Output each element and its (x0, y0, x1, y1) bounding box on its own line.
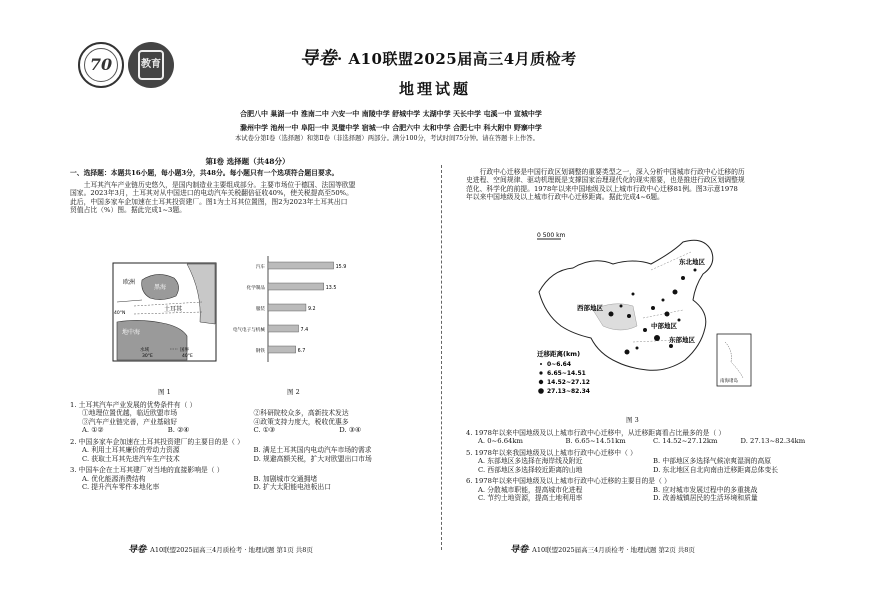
statement: ③汽车产业链完善，产业基础好 (82, 417, 178, 426)
category-label: 汽车 (255, 265, 265, 270)
bar (268, 325, 299, 332)
option-b[interactable]: B. 6.65~14.51km (565, 437, 626, 446)
label-turkey: 土耳其 (164, 306, 183, 313)
option-d[interactable]: D. 东北地区自北向南由迁移距离总体变长 (653, 465, 779, 474)
footer-text: · A10联盟2025届高三4月质检考 · 地理试题 第1页 共8页 (146, 546, 313, 554)
right-questions (466, 429, 828, 503)
option-a[interactable]: A. 东部地区多选择在海岸线及附近 (478, 457, 583, 466)
statement: ②科研院校众多，高新技术发达 (253, 409, 349, 418)
intro-line: 此后，中国多家车企加速在土耳其投资建厂。图1为土耳其位置图，图2为2023年土耳其出口 (70, 197, 348, 206)
option-c[interactable]: C. 节约土地资源，提高土地利用率 (478, 494, 583, 503)
intro-line: 国家。2023年3月，土耳其对从中国进口的电动汽车关税翻倍征收40%，使关税提高至50%。 (70, 189, 353, 198)
option-b[interactable]: B. ②④ (167, 426, 190, 435)
option-b[interactable]: B. 加剧城市交通拥堵 (253, 474, 318, 483)
right-column (466, 168, 821, 202)
question-6-options (466, 486, 828, 503)
option-a[interactable]: A. ①② (82, 426, 104, 435)
point (651, 306, 655, 310)
exam-title-text: · A10联盟2025届高三4月质检考 (337, 50, 577, 68)
footer-brand: 导卷 (128, 545, 147, 555)
question-3-options (70, 475, 425, 492)
label-east: 东部地区 (669, 336, 695, 344)
option-b[interactable]: B. 中部地区多选择气候凉爽湿润的高原 (653, 457, 772, 466)
point (636, 347, 639, 350)
section-instruction: 一、选择题：本题共16小题，每小题3分，共48分。每小题只有一个选项符合题目要求。 (70, 169, 339, 178)
point (632, 293, 635, 296)
option-c[interactable]: C. 14.52~27.12km (653, 437, 718, 446)
legend-symbol-3 (539, 380, 543, 384)
category-label: 电气电子与机械 (232, 328, 265, 333)
option-a[interactable]: A. 分散城市职能，提高城市化进程 (478, 485, 583, 494)
point (654, 335, 660, 341)
category-label: 钢铁 (255, 349, 265, 354)
option-d[interactable]: D. 规避高额关税，扩大对欧盟出口市场 (253, 454, 372, 463)
intro-line: 土耳其汽车产业链历史悠久，是国内制造业主要组成部分。主要市场位于德国、法国等欧盟 (83, 180, 356, 189)
legend-symbol-1 (540, 363, 542, 365)
point (620, 305, 623, 308)
question-2-options (70, 446, 425, 463)
legend-symbol-2 (539, 371, 542, 374)
value-label: 6.7 (297, 349, 306, 354)
option-c[interactable]: C. 西部地区多选择较近距离的山地 (478, 465, 583, 474)
intro-line: 范化、科学化的前提。1978年以来中国地级及以上城市行政中心迁移81例。图3示意1978 (466, 184, 738, 193)
point (669, 344, 673, 348)
point (673, 290, 678, 295)
exam-title (300, 48, 577, 71)
option-d[interactable]: D. 改善城镇居民的生活环境和质量 (653, 494, 758, 503)
option-a[interactable]: A. 优化能源消费结构 (82, 474, 146, 483)
point (665, 312, 670, 317)
label-mediterranean: 地中海 (122, 329, 141, 336)
label-black-sea: 黑海 (154, 284, 167, 291)
figure1-caption: 图 1 (158, 388, 171, 396)
question-6-stem: 6. 1978年以来中国地级及以上城市行政中心迁移的主要目的是（ ） (466, 477, 671, 486)
option-c[interactable]: C. 提升汽车零件本地化率 (82, 483, 160, 492)
point (662, 299, 665, 302)
left-column (70, 157, 425, 215)
legend-title: 迁移距离(km) (537, 350, 581, 358)
bar (268, 346, 296, 353)
intro-line: 贸值占比（%）图。据此完成1~3题。 (70, 206, 186, 215)
statement: ④政策支持力度大，税收优惠多 (253, 417, 349, 426)
subject-title: 地理试题 (398, 80, 471, 98)
option-b[interactable]: B. 应对城市发展过程中的多重挑战 (653, 485, 758, 494)
value-label: 9.2 (307, 307, 316, 312)
footer-text: · A10联盟2025届高三4月质检考 · 地理试题 第2页 共8页 (528, 546, 695, 554)
option-d[interactable]: D. 27.13~82.34km (740, 437, 806, 446)
footer-page-2 (510, 545, 695, 556)
label-europe: 欧洲 (123, 279, 136, 286)
option-b[interactable]: B. 满足土耳其国内电动汽车市场的需求 (253, 446, 372, 455)
legend-water: 水域 (140, 348, 149, 353)
point (681, 276, 685, 280)
scale-label: 0 500 km (537, 232, 566, 239)
export-share-bar-chart (222, 254, 350, 364)
point (609, 312, 614, 317)
point (643, 328, 647, 332)
question-4-stem: 4. 1978年以来中国地级及以上城市行政中心迁移中，从迁移距离看占比最多的是（ ） (466, 429, 726, 437)
question-4-options (466, 437, 828, 445)
footer-page-1 (128, 545, 313, 556)
column-divider (441, 165, 442, 550)
option-a[interactable]: A. 利用土耳其廉价的劳动力资源 (82, 446, 180, 455)
intro-line: 年以来中国地级及以上城市行政中心迁移距离。据此完成4~6题。 (466, 193, 664, 202)
china-relocation-map (533, 230, 763, 405)
section-title: 第Ⅰ卷 选择题（共48分） (205, 157, 290, 166)
question-2-stem: 2. 中国多家车企加速在土耳其投资建厂的主要目的是（ ） (70, 437, 244, 446)
value-label: 13.5 (325, 286, 337, 291)
legend-symbol-4 (538, 388, 544, 394)
option-d[interactable]: D. ③④ (339, 426, 361, 435)
legend-item: 6.65~14.51 (547, 370, 586, 377)
question-3-stem: 3. 中国车企在土耳其建厂对当地的直接影响是（ ） (70, 466, 224, 475)
point (694, 269, 697, 272)
bar (268, 262, 334, 269)
turkey-location-map (112, 262, 217, 362)
label-30e: 30°E (142, 354, 153, 359)
left-questions (70, 401, 425, 492)
bar (268, 283, 324, 290)
intro-line: 行政中心迁移是中国行政区划调整的重要类型之一，深入分析中国城市行政中心迁移的历 (479, 168, 745, 176)
logo-seventy: 70 (84, 48, 118, 82)
inset-label: 南海诸岛 (720, 379, 738, 384)
question-5-stem: 5. 1978年以来我国地级及以上城市行政中心迁移中（ ） (466, 448, 637, 457)
question-1-options (70, 426, 425, 434)
legend-item: 0~6.64 (547, 361, 572, 368)
legend-water-swatch (132, 347, 138, 351)
legend-border: 国界 (180, 348, 189, 353)
value-label: 15.9 (335, 265, 347, 270)
figure3-caption: 图 3 (626, 416, 639, 424)
label-40n: 40°N (114, 311, 126, 316)
school-list-row2: 滁州中学 池州一中 阜阳一中 灵璧中学 宿城一中 合肥六中 太和中学 合肥七中 科大附中 野寨中学 (240, 123, 542, 132)
label-central: 中部地区 (651, 322, 677, 330)
value-label: 7.4 (300, 328, 309, 333)
exam-notice: 本试卷分第Ⅰ卷（选择题）和第Ⅱ卷（非选择题）两部分。满分100分，考试时间75分钟。请在答题卡上作答。 (235, 135, 539, 142)
intro-line: 史进程、空间规律、驱动机理既是支撑国家治理现代化的现实需要，也是推进行政区划调整规 (466, 176, 745, 185)
option-a[interactable]: A. 0~6.64km (478, 437, 523, 446)
brand-name: 导卷 (300, 48, 337, 69)
bar (268, 304, 306, 311)
legend-item: 14.52~27.12 (547, 379, 590, 386)
question-1-statements (70, 409, 425, 426)
label-west: 西部地区 (577, 304, 603, 312)
footer-brand: 导卷 (510, 545, 529, 555)
school-list-row1: 合肥八中 巢湖一中 淮南二中 六安一中 南陵中学 舒城中学 太湖中学 天长中学 屯溪一中 宣城中学 (240, 109, 542, 118)
category-label: 服装 (255, 307, 265, 312)
question-1-stem: 1. 土耳其汽车产业发展的优势条件有（ ） (70, 401, 197, 409)
figure2-caption: 图 2 (287, 388, 300, 396)
logo-emblem: 教育 (138, 50, 164, 80)
label-40e: 40°E (182, 354, 193, 359)
legend-item: 27.13~82.34 (547, 388, 590, 395)
question-5-options (466, 457, 828, 474)
option-c[interactable]: C. 获取土耳其先进汽车生产技术 (82, 454, 180, 463)
option-c[interactable]: C. ①③ (253, 426, 275, 435)
point (678, 319, 681, 322)
category-label: 化学制品 (246, 286, 265, 291)
point (625, 350, 630, 355)
option-d[interactable]: D. 扩大太阳能电池板出口 (253, 483, 331, 492)
label-northeast: 东北地区 (679, 258, 705, 266)
point (627, 314, 631, 318)
statement: ①地理位置优越，临近欧盟市场 (82, 409, 178, 418)
